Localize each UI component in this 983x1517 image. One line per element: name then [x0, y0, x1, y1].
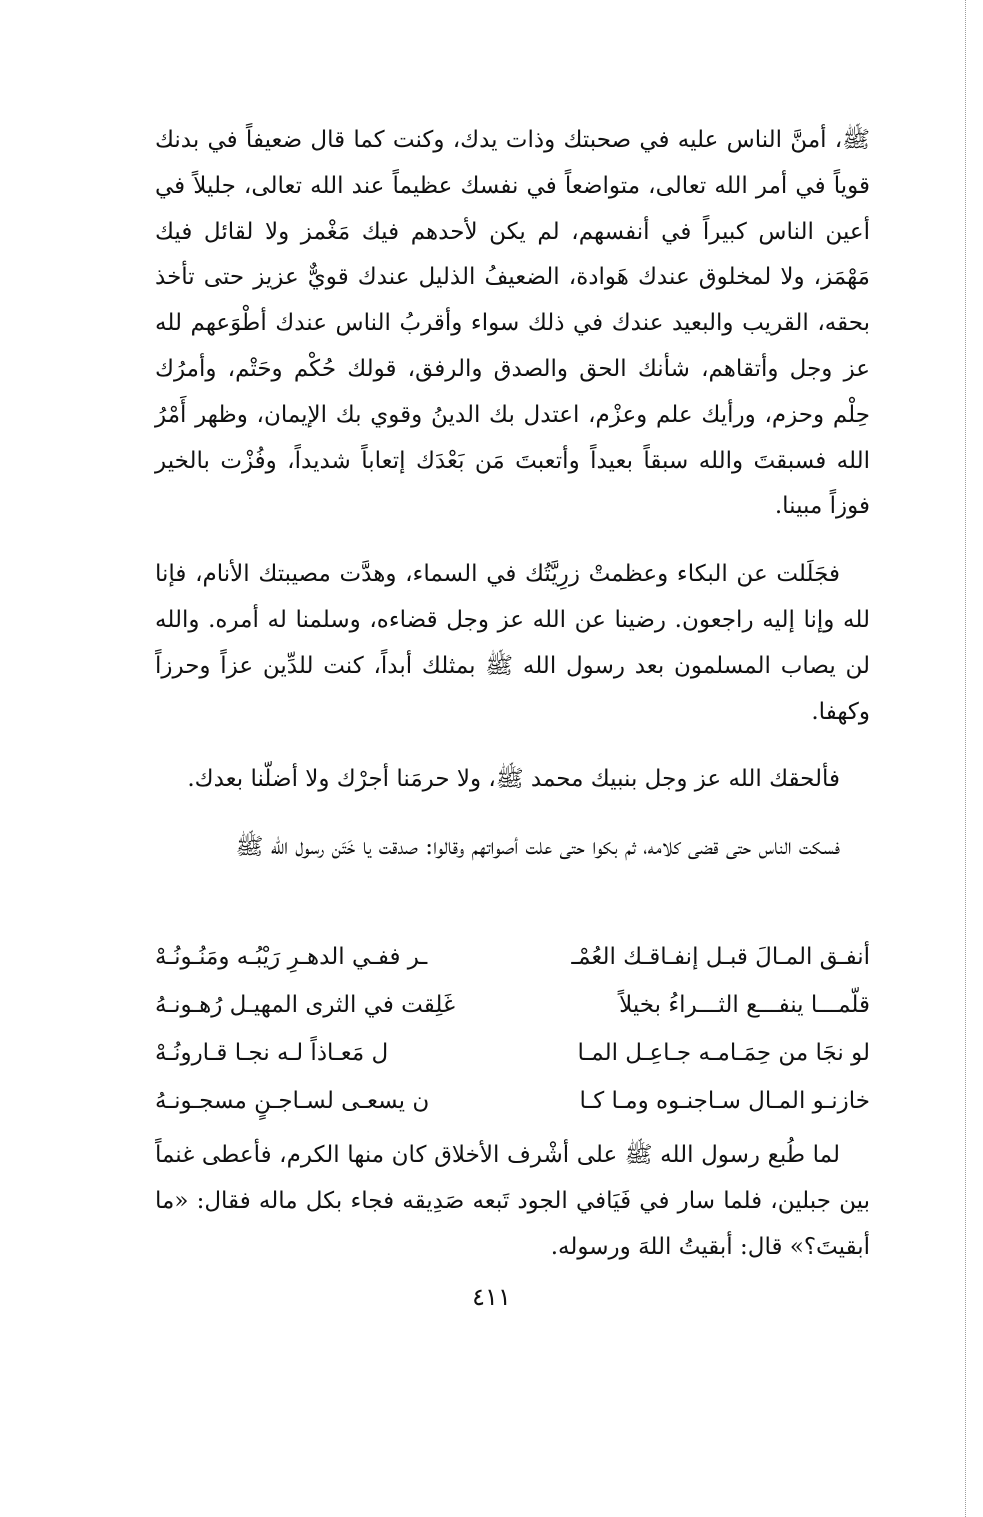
paragraph-4: فسكت الناس حتى قضى كلامه، ثم بكوا حتى علت أصواتهم وقالوا: صدقت يا خَتَن رسول الله ﷺ: [235, 834, 840, 861]
paragraph-2: فجَلَلت عن البكاء وعظمتْ زرِيَّتُك في السماء، وهدَّت مصيبتك الأنام، فإنا لله وإنا إليه راجعون. رضينا عن الله عز وجل قضاءه، وسلمنا له أمره. والله لن يصاب المسلمون بعد رسول الله ﷺ بمثلك أبداً، كنت للدِّين عزاً وحرزاً وكهفا.: [155, 561, 870, 725]
closing-text: [155, 1133, 870, 1270]
paragraph-3: فألحقك الله عز وجل بنبيك محمد ﷺ، ولا حرمَنا أجرْك ولا أضلّنا بعدك.: [187, 766, 840, 793]
verse-second-hemistich: غَلِقت في الثرى المهيـل رُهـونـهُ: [155, 992, 456, 1018]
paragraph-1: ﷺ، أمنَّ الناس عليه في صحبتك وذات يدك، وكنت كما قال ضعيفاً في بدنك قوياً في أمر الله تعالى، متواضعاً في نفسك عظيماً عند الله تعالى، جليلاً في أعين الناس كبيراً في أنفسهم، لم يكن لأحدهم فيك مَغْمز ولا لقائل فيك مَهْمَز، ولا لمخلوق عندك هَوادة، الضعيفُ الذليل عندك قويٌّ عزيز حتى تأخذ بحقه، القريب والبعيد عندك في ذلك سواء وأقربُ الناس عندك أطْوَعهم لله عز وجل وأتقاهم، شأنك الحق والصدق والرفق، قولك حُكْم وحَتْم، وأمرُك حِلْم وحزم، ورأيك علم وعزْم، اعتدل بك الدينُ وقوي بك الإيمان، وظهر أَمْرُ الله فسبقتَ والله سبقاً بعيداً وأتعبتَ مَن بَعْدَك إتعاباً شديداً، وفُزْت بالخير فوزاً مبينا.: [155, 127, 870, 520]
poem-verse: [155, 933, 870, 981]
verse-second-hemistich: ن يسعـى لسـاجـنٍ مسجـونـهُ: [155, 1088, 430, 1114]
poem-verse: [155, 1029, 870, 1077]
verse-first-hemistich: خازنـو المـال سـاجنـوه ومـا كـا: [579, 1088, 870, 1114]
verse-first-hemistich: أنفـق المـالَ قبـل إنفـاقـك العُمْـ: [571, 944, 870, 970]
poem-verse: [155, 1077, 870, 1125]
main-text: [155, 118, 870, 871]
closing-paragraph: لما طُبع رسول الله ﷺ على أشْرف الأخلاق كان منها الكرم، فأعطى غنماً بين جبلين، فلما سار في فَيَافي الجود تَبعه صَدِيقه فجاء بكل ماله فقال: «ما أبقيتَ؟» قال: أبقيتُ اللهَ ورسوله.: [155, 1142, 870, 1260]
page-number: ٤١١: [472, 1283, 511, 1311]
verse-first-hemistich: قلّمـــا ينفـــع الثـــراءُ بخيلاً: [619, 992, 870, 1018]
poem-verse: [155, 981, 870, 1029]
verse-first-hemistich: لو نجَا من حِمَـامـه جـاعِـل المـا: [577, 1040, 870, 1066]
verse-second-hemistich: ل مَعـاذاً لـه نجـا قـارونُـهْ: [155, 1040, 389, 1066]
poem: [155, 933, 870, 1125]
verse-second-hemistich: ـر ففـي الدهـرِ رَيْبُـه ومَنُـونُـهْ: [155, 944, 428, 970]
